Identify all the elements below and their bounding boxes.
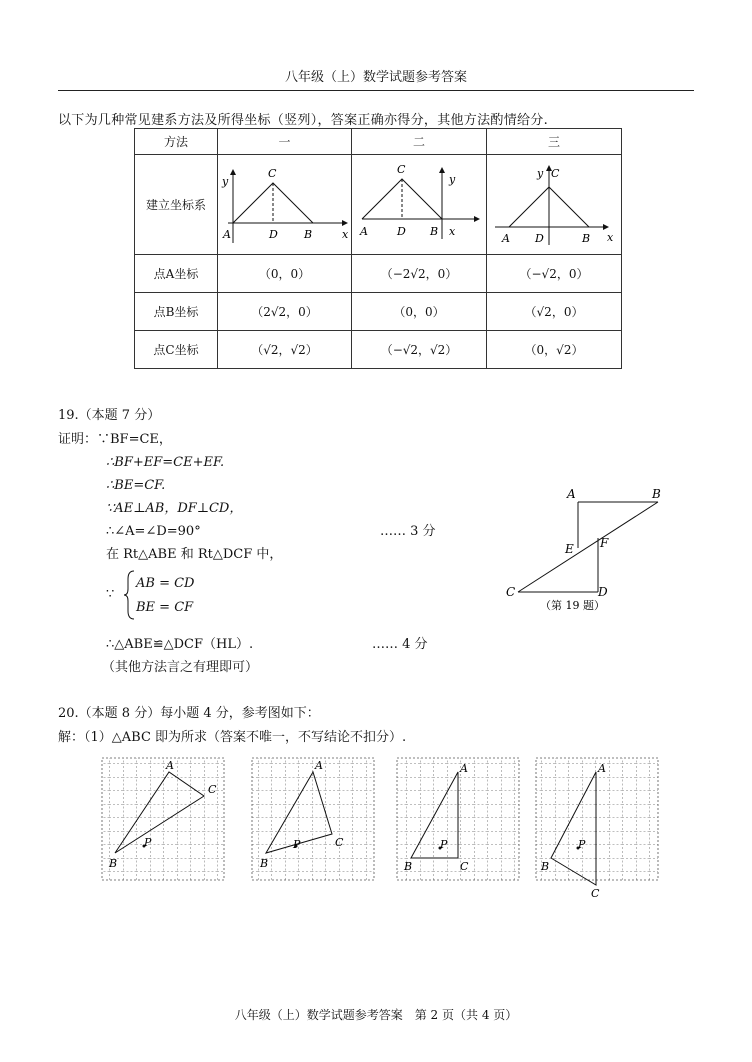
- point-B-label: B: [582, 232, 591, 245]
- point-A-label: A: [502, 232, 510, 245]
- svg-text:A: A: [460, 762, 468, 775]
- col-header-3: 三: [487, 129, 622, 155]
- c-coord-1: （√2，√2）: [218, 331, 352, 369]
- q19-line-5: ∴∠A=∠D=90°: [106, 524, 201, 539]
- a-coord-3: （−√2，0）: [487, 255, 622, 293]
- grid-figure-2: [252, 758, 374, 880]
- svg-text:B: B: [404, 860, 413, 873]
- a-coord-1: （0，0）: [218, 255, 352, 293]
- c-coord-2: （−√2，√2）: [352, 331, 487, 369]
- axis-x-label: x: [342, 228, 349, 241]
- page-header: 八年级（上）数学试题参考答案: [284, 70, 467, 85]
- col-header-2: 二: [352, 129, 487, 155]
- point-C-label: C: [268, 167, 277, 180]
- q19-brace-line-1: AB = CD: [136, 576, 195, 591]
- grid-figure-3: [397, 758, 519, 880]
- q19-line-3: ∴BE=CF.: [106, 478, 166, 493]
- b-coord-2: （0，0）: [352, 293, 487, 331]
- fig19-B: B: [652, 487, 661, 501]
- axis-y-label: y: [222, 175, 229, 188]
- svg-text:C: C: [208, 783, 217, 796]
- svg-text:B: B: [109, 857, 118, 870]
- q19-because: ∵: [106, 587, 115, 602]
- fig19-caption: （第 19 题）: [540, 599, 605, 612]
- grid-figure-4: [536, 758, 658, 900]
- svg-text:P: P: [578, 838, 586, 851]
- svg-text:P: P: [144, 836, 152, 849]
- q19-conclusion: ∴△ABE≌△DCF（HL）.: [106, 637, 254, 652]
- coord-diagram-method-1: [218, 155, 351, 251]
- b-coord-3: （√2，0）: [487, 293, 622, 331]
- point-C-label: C: [397, 163, 406, 176]
- axis-y-label: y: [449, 173, 456, 186]
- system-diagram-3: [487, 155, 622, 255]
- page-footer: 八年级（上）数学试题参考答案 第 2 页（共 4 页）: [234, 1008, 518, 1022]
- q19-line-6: 在 Rt△ABE 和 Rt△DCF 中，: [106, 547, 283, 562]
- fig19-C: C: [506, 585, 516, 599]
- fig19-F: F: [600, 536, 609, 550]
- point-D-label: D: [269, 228, 278, 241]
- b-coord-1: （2√2，0）: [218, 293, 352, 331]
- q19-line-2: ∴BF+EF=CE+EF.: [106, 455, 225, 470]
- svg-text:B: B: [260, 857, 269, 870]
- svg-text:C: C: [591, 887, 600, 900]
- col-header-1: 一: [218, 129, 352, 155]
- fig19-E: E: [565, 542, 574, 556]
- q20-line-1: 解：（1）△ABC 即为所求（答案不唯一，不写结论不扣分）.: [58, 730, 407, 745]
- q20-grids: [96, 750, 666, 900]
- q19-line-4: ∵AE⊥AB，DF⊥CD，: [106, 501, 243, 516]
- q19-note: （其他方法言之有理即可）: [102, 660, 259, 675]
- row-label-b: 点B坐标: [135, 293, 218, 331]
- fig19-A: A: [567, 487, 576, 501]
- q19-mark-3: …… 3 分: [380, 524, 436, 539]
- header-rule: [58, 90, 694, 91]
- point-A-label: A: [360, 225, 368, 238]
- c-coord-3: （0，√2）: [487, 331, 622, 369]
- point-D-label: D: [535, 232, 544, 245]
- axis-x-label: x: [607, 231, 614, 244]
- coord-diagram-method-3: [487, 155, 621, 251]
- fig19-D: D: [598, 585, 608, 599]
- grid-figure-1: [102, 758, 224, 880]
- svg-text:A: A: [598, 762, 606, 775]
- svg-text:B: B: [541, 860, 550, 873]
- svg-text:P: P: [440, 838, 448, 851]
- svg-text:P: P: [293, 838, 301, 851]
- point-D-label: D: [397, 225, 406, 238]
- axis-x-label: x: [449, 225, 456, 238]
- q19-brace-line-2: BE = CF: [136, 600, 194, 615]
- svg-text:A: A: [315, 759, 323, 772]
- point-A-label: A: [223, 228, 231, 241]
- row-label-c: 点C坐标: [135, 331, 218, 369]
- system-diagram-1: [218, 155, 352, 255]
- row-label-system: 建立坐标系: [135, 155, 218, 255]
- q19-line-1: 证明：∵BF=CE，: [58, 432, 172, 447]
- system-diagram-2: [352, 155, 487, 255]
- q20-heading: 20.（本题 8 分）每小题 4 分，参考图如下：: [58, 706, 320, 721]
- a-coord-2: （−2√2，0）: [352, 255, 487, 293]
- coord-diagram-method-2: [352, 155, 486, 251]
- intro-text: 以下为几种常见建系方法及所得坐标（竖列），答案正确亦得分，其他方法酌情给分.: [58, 113, 549, 128]
- point-C-label: C: [551, 167, 560, 180]
- q19-brace: [122, 569, 136, 621]
- point-B-label: B: [430, 225, 439, 238]
- q19-heading: 19.（本题 7 分）: [58, 408, 161, 423]
- q19-figure: [500, 484, 680, 614]
- point-B-label: B: [304, 228, 313, 241]
- q19-mark-4: …… 4 分: [372, 637, 428, 652]
- row-label-a: 点A坐标: [135, 255, 218, 293]
- col-header-method: 方法: [135, 129, 218, 155]
- svg-text:C: C: [335, 836, 344, 849]
- axis-y-label: y: [537, 167, 544, 180]
- coordinate-table: [134, 128, 622, 369]
- svg-text:C: C: [460, 860, 469, 873]
- svg-text:A: A: [166, 759, 174, 772]
